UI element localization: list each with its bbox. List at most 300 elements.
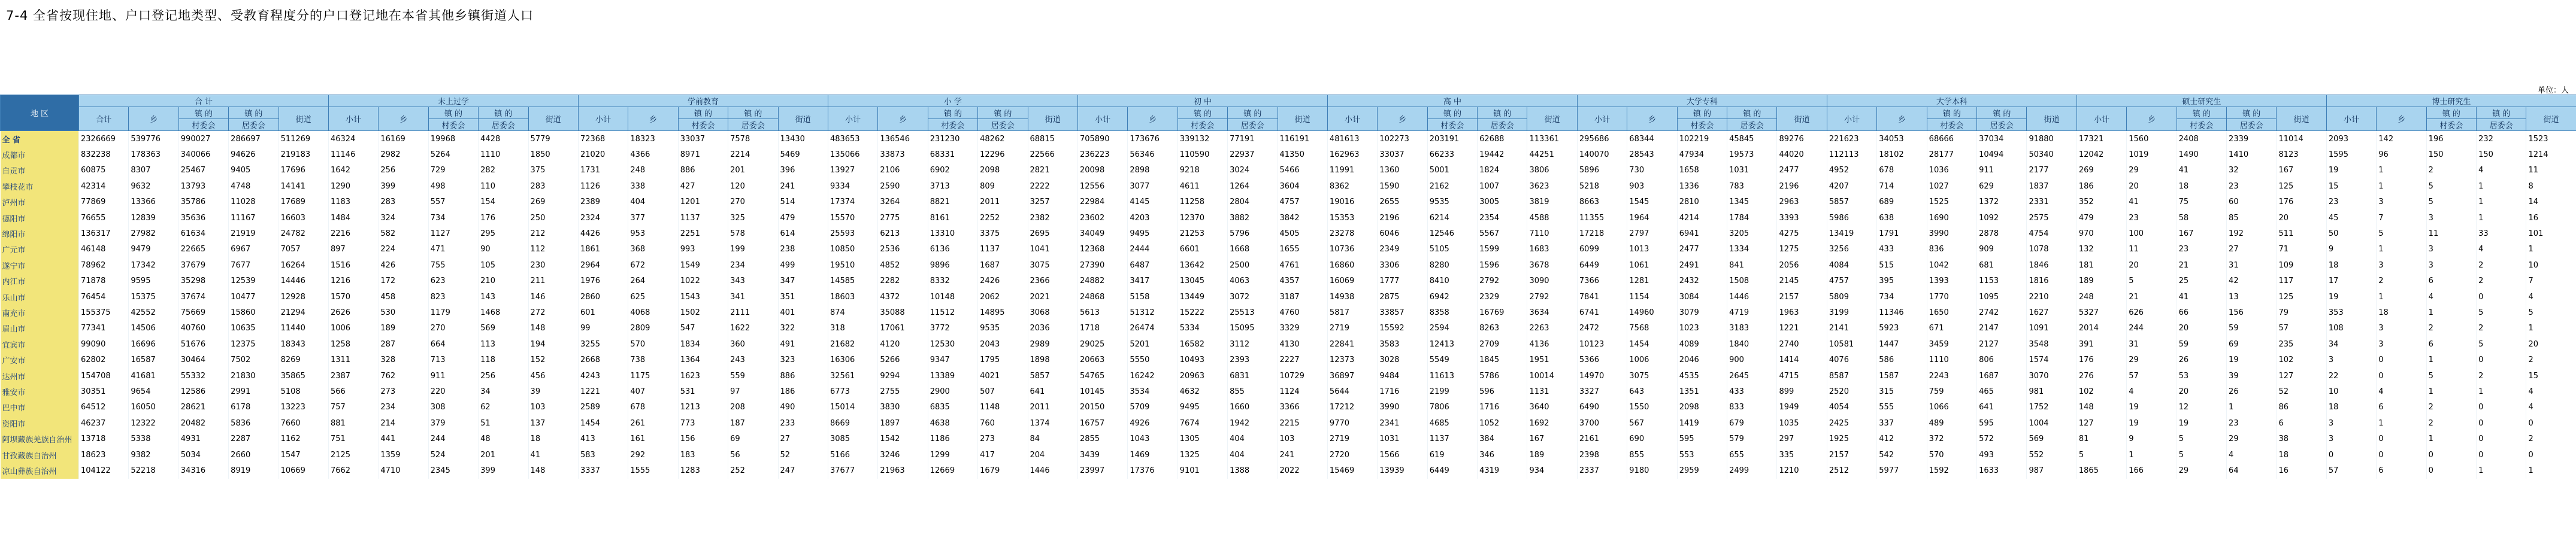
value-cell: 2326669 <box>79 131 129 147</box>
value-cell: 3634 <box>1527 305 1577 320</box>
value-cell: 1679 <box>978 463 1028 478</box>
value-cell: 413 <box>578 431 628 446</box>
value-cell: 39 <box>528 384 578 399</box>
value-cell: 401 <box>778 305 828 320</box>
value-cell: 855 <box>1228 384 1278 399</box>
value-cell: 60875 <box>79 163 129 178</box>
value-cell: 4319 <box>1478 463 1527 478</box>
value-cell: 16169 <box>379 131 428 147</box>
value-cell: 2 <box>2477 321 2526 336</box>
value-cell: 1221 <box>578 384 628 399</box>
value-cell: 295 <box>479 226 528 241</box>
value-cell: 162963 <box>1327 147 1377 162</box>
column-header: 街道 <box>1777 107 1827 131</box>
value-cell: 68666 <box>1927 131 1976 147</box>
value-cell: 113361 <box>1527 131 1577 147</box>
value-cell: 2878 <box>1977 226 2027 241</box>
value-cell: 137 <box>528 415 578 431</box>
value-cell: 2093 <box>2326 131 2376 147</box>
value-cell: 903 <box>1627 178 1677 194</box>
value-cell: 41350 <box>1278 147 1327 162</box>
value-cell: 1221 <box>1777 321 1827 336</box>
region-cell: 巴中市 <box>1 400 79 415</box>
value-cell: 231230 <box>928 131 977 147</box>
value-cell: 1036 <box>1927 163 1976 178</box>
value-cell: 32 <box>2227 163 2277 178</box>
value-cell: 102273 <box>1378 131 1427 147</box>
value-cell: 12370 <box>1177 210 1227 226</box>
value-cell: 99090 <box>79 336 129 352</box>
value-cell: 4214 <box>1677 210 1727 226</box>
value-cell: 689 <box>1877 194 1927 210</box>
value-cell: 108 <box>2326 321 2376 336</box>
value-cell: 34 <box>479 384 528 399</box>
value-cell: 325 <box>728 210 778 226</box>
value-cell: 2043 <box>978 336 1028 352</box>
value-cell: 34316 <box>178 463 228 478</box>
value-cell: 19 <box>2227 352 2277 367</box>
value-cell: 6 <box>2377 400 2426 415</box>
value-cell: 2387 <box>328 368 378 384</box>
value-cell: 142 <box>2377 131 2426 147</box>
value-cell: 11 <box>2526 163 2576 178</box>
value-cell: 3 <box>2426 210 2476 226</box>
value-cell: 372 <box>1927 431 1976 446</box>
value-cell: 3548 <box>2027 336 2076 352</box>
value-cell: 5644 <box>1327 384 1377 399</box>
value-cell: 9101 <box>1177 463 1227 478</box>
value-cell: 59 <box>2177 336 2226 352</box>
value-cell: 5 <box>2177 431 2226 446</box>
value-cell: 3 <box>2326 431 2376 446</box>
value-cell: 2339 <box>2227 131 2277 147</box>
value-cell: 841 <box>1727 257 1777 273</box>
value-cell: 4275 <box>1777 226 1827 241</box>
value-cell: 20 <box>2277 210 2326 226</box>
value-cell: 1850 <box>528 147 578 162</box>
value-cell: 20963 <box>1177 368 1227 384</box>
region-cell: 自贡市 <box>1 163 79 178</box>
region-cell: 内江市 <box>1 273 79 289</box>
value-cell: 9479 <box>129 242 178 257</box>
value-cell: 1592 <box>1927 463 1976 478</box>
table-row <box>1 305 2576 320</box>
value-cell: 1687 <box>978 257 1028 273</box>
value-cell: 34053 <box>1877 131 1927 147</box>
value-cell: 33873 <box>878 147 928 162</box>
value-cell: 5977 <box>1877 463 1927 478</box>
column-header: 乡 <box>1128 107 1177 131</box>
value-cell: 12928 <box>279 289 328 305</box>
value-cell: 855 <box>1627 447 1677 463</box>
value-cell: 1153 <box>1977 273 2027 289</box>
column-header: 小计 <box>2326 107 2376 131</box>
value-cell: 56346 <box>1128 147 1177 162</box>
value-cell: 9495 <box>1177 400 1227 415</box>
value-cell: 199 <box>728 242 778 257</box>
value-cell: 14970 <box>1577 368 1627 384</box>
column-header: 乡 <box>878 107 928 131</box>
region-cell: 乐山市 <box>1 289 79 305</box>
value-cell: 47934 <box>1677 147 1727 162</box>
value-cell: 4063 <box>1228 273 1278 289</box>
value-cell: 678 <box>1877 163 1927 178</box>
value-cell: 21682 <box>828 336 877 352</box>
value-cell: 2098 <box>978 163 1028 178</box>
value-cell: 125 <box>2277 289 2326 305</box>
value-cell: 1 <box>2377 415 2426 431</box>
region-cell: 攀枝花市 <box>1 178 79 194</box>
table-row <box>1 321 2576 336</box>
value-cell: 264 <box>628 273 678 289</box>
value-cell: 224 <box>379 242 428 257</box>
value-cell: 16306 <box>828 352 877 367</box>
value-cell: 3327 <box>1577 384 1627 399</box>
value-cell: 3077 <box>1128 178 1177 194</box>
value-cell: 33857 <box>1378 305 1427 320</box>
region-cell: 资阳市 <box>1 415 79 431</box>
value-cell: 3255 <box>578 336 628 352</box>
value-cell: 3990 <box>1378 400 1427 415</box>
value-cell: 19510 <box>828 257 877 273</box>
value-cell: 2444 <box>1128 242 1177 257</box>
value-cell: 69 <box>728 431 778 446</box>
column-header-line2: 居委会 <box>1228 119 1278 131</box>
value-cell: 1137 <box>678 210 728 226</box>
column-header: 镇 的 <box>678 107 728 119</box>
value-cell: 2337 <box>1577 463 1627 478</box>
value-cell: 2964 <box>578 257 628 273</box>
value-cell: 4588 <box>1527 210 1577 226</box>
value-cell: 13793 <box>178 178 228 194</box>
value-cell: 399 <box>379 178 428 194</box>
value-cell: 3068 <box>1028 305 1077 320</box>
value-cell: 235 <box>2277 336 2326 352</box>
value-cell: 2668 <box>578 352 628 367</box>
value-cell: 641 <box>1977 400 2027 415</box>
value-cell: 5923 <box>1877 321 1927 336</box>
value-cell: 738 <box>628 352 678 367</box>
value-cell: 3 <box>2326 352 2376 367</box>
value-cell: 4710 <box>379 463 428 478</box>
value-cell: 2821 <box>1028 163 1077 178</box>
value-cell: 18343 <box>279 336 328 352</box>
value-cell: 150 <box>2477 147 2526 162</box>
value-cell: 2282 <box>878 273 928 289</box>
value-cell: 2740 <box>1777 336 1827 352</box>
value-cell: 2331 <box>2027 194 2076 210</box>
value-cell: 1 <box>2526 242 2576 257</box>
value-cell: 1587 <box>1877 368 1927 384</box>
value-cell: 4130 <box>1278 336 1327 352</box>
value-cell: 4719 <box>1727 305 1777 320</box>
value-cell: 100 <box>2127 226 2177 241</box>
value-cell: 2214 <box>728 147 778 162</box>
group-header: 合 计 <box>79 95 329 107</box>
table-row <box>1 226 2576 241</box>
value-cell: 751 <box>328 431 378 446</box>
value-cell: 68815 <box>1028 131 1077 147</box>
value-cell: 37679 <box>178 257 228 273</box>
value-cell: 273 <box>379 384 428 399</box>
value-cell: 42314 <box>79 178 129 194</box>
value-cell: 583 <box>578 447 628 463</box>
value-cell: 8362 <box>1327 178 1377 194</box>
value-cell: 23 <box>2177 242 2226 257</box>
value-cell: 3772 <box>928 321 977 336</box>
value-cell: 2329 <box>1478 289 1527 305</box>
value-cell: 19 <box>2326 289 2376 305</box>
value-cell: 2022 <box>1278 463 1327 478</box>
value-cell: 404 <box>1228 447 1278 463</box>
value-cell: 713 <box>428 352 478 367</box>
value-cell: 13642 <box>1177 257 1227 273</box>
value-cell: 1 <box>2227 400 2277 415</box>
value-cell: 3337 <box>578 463 628 478</box>
value-cell: 524 <box>428 447 478 463</box>
value-cell: 2477 <box>1677 242 1727 257</box>
value-cell: 7578 <box>728 131 778 147</box>
value-cell: 8123 <box>2277 147 2326 162</box>
value-cell: 1687 <box>1977 368 2027 384</box>
region-cell: 遂宁市 <box>1 257 79 273</box>
value-cell: 51 <box>479 415 528 431</box>
value-cell: 395 <box>1877 273 1927 289</box>
value-cell: 41 <box>528 447 578 463</box>
value-cell: 427 <box>678 178 728 194</box>
value-cell: 13310 <box>928 226 977 241</box>
value-cell: 5 <box>2076 447 2126 463</box>
value-cell: 4366 <box>628 147 678 162</box>
value-cell: 1596 <box>1478 257 1527 273</box>
value-cell: 567 <box>1627 415 1677 431</box>
value-cell: 247 <box>778 463 828 478</box>
value-cell: 759 <box>1927 384 1976 399</box>
column-header: 镇 的 <box>2426 107 2476 119</box>
value-cell: 136546 <box>878 131 928 147</box>
value-cell: 25593 <box>828 226 877 241</box>
value-cell: 11 <box>2127 242 2177 257</box>
value-cell: 511269 <box>279 131 328 147</box>
value-cell: 2062 <box>978 289 1028 305</box>
value-cell: 32561 <box>828 368 877 384</box>
value-cell: 1275 <box>1777 242 1827 257</box>
value-cell: 2324 <box>578 210 628 226</box>
value-cell: 2157 <box>1777 289 1827 305</box>
value-cell: 2898 <box>1128 163 1177 178</box>
value-cell: 4760 <box>1278 305 1327 320</box>
value-cell: 12373 <box>1327 352 1377 367</box>
value-cell: 16050 <box>129 400 178 415</box>
value-cell: 33037 <box>678 131 728 147</box>
value-cell: 54765 <box>1077 368 1127 384</box>
value-cell: 12839 <box>129 210 178 226</box>
value-cell: 192 <box>2227 226 2277 241</box>
value-cell: 250 <box>528 210 578 226</box>
value-cell: 2398 <box>1577 447 1627 463</box>
value-cell: 50340 <box>2027 147 2076 162</box>
value-cell: 297 <box>1777 431 1827 446</box>
value-cell: 833 <box>1727 400 1777 415</box>
value-cell: 22841 <box>1327 336 1377 352</box>
region-cell: 宜宾市 <box>1 336 79 352</box>
value-cell: 4505 <box>1278 226 1327 241</box>
value-cell: 27 <box>2227 242 2277 257</box>
value-cell: 2477 <box>1777 163 1827 178</box>
value-cell: 3366 <box>1278 400 1327 415</box>
group-header: 大学本科 <box>1827 95 2076 107</box>
group-header: 小 学 <box>828 95 1077 107</box>
column-header: 小计 <box>1077 107 1127 131</box>
value-cell: 156 <box>2227 305 2277 320</box>
value-cell: 2500 <box>1228 257 1278 273</box>
value-cell: 1110 <box>479 147 528 162</box>
value-cell: 5218 <box>1577 178 1627 194</box>
value-cell: 809 <box>978 178 1028 194</box>
value-cell: 23 <box>2326 194 2376 210</box>
value-cell: 2472 <box>1577 321 1627 336</box>
value-cell: 1092 <box>1977 210 2027 226</box>
value-cell: 11346 <box>1877 305 1927 320</box>
value-cell: 9 <box>2127 431 2177 446</box>
value-cell: 1007 <box>1478 178 1527 194</box>
value-cell: 99 <box>578 321 628 336</box>
value-cell: 2809 <box>628 321 678 336</box>
value-cell: 178363 <box>129 147 178 162</box>
value-cell: 315 <box>1877 384 1927 399</box>
value-cell: 2222 <box>1028 178 1077 194</box>
value-cell: 379 <box>428 415 478 431</box>
value-cell: 638 <box>1877 210 1927 226</box>
value-cell: 897 <box>328 242 378 257</box>
value-cell: 208 <box>728 400 778 415</box>
value-cell: 252 <box>728 463 778 478</box>
value-cell: 614 <box>778 226 828 241</box>
value-cell: 2432 <box>1677 273 1727 289</box>
value-cell: 10736 <box>1327 242 1377 257</box>
value-cell: 136317 <box>79 226 129 241</box>
value-cell: 13419 <box>1827 226 1876 241</box>
value-cell: 4021 <box>978 368 1028 384</box>
value-cell: 412 <box>1877 431 1927 446</box>
value-cell: 5550 <box>1128 352 1177 367</box>
value-cell: 3417 <box>1128 273 1177 289</box>
value-cell: 3623 <box>1527 178 1577 194</box>
column-header: 镇 的 <box>229 107 279 119</box>
value-cell: 110 <box>479 178 528 194</box>
value-cell: 17218 <box>1577 226 1627 241</box>
value-cell: 3072 <box>1228 289 1278 305</box>
value-cell: 56 <box>728 447 778 463</box>
value-cell: 51676 <box>178 336 228 352</box>
value-cell: 729 <box>428 163 478 178</box>
value-cell: 244 <box>428 431 478 446</box>
value-cell: 4120 <box>878 336 928 352</box>
value-cell: 167 <box>1527 431 1577 446</box>
value-cell: 7674 <box>1177 415 1227 431</box>
value-cell: 12368 <box>1077 242 1127 257</box>
value-cell: 25467 <box>178 163 228 178</box>
value-cell: 570 <box>628 336 678 352</box>
value-cell: 2408 <box>2177 131 2226 147</box>
value-cell: 13366 <box>129 194 178 210</box>
value-cell: 6 <box>2426 273 2476 289</box>
value-cell: 14446 <box>279 273 328 289</box>
value-cell: 1311 <box>328 352 378 367</box>
column-header: 镇 的 <box>479 107 528 119</box>
value-cell: 539776 <box>129 131 178 147</box>
column-header: 小计 <box>328 107 378 131</box>
value-cell: 66233 <box>1427 147 1477 162</box>
value-cell: 2536 <box>878 242 928 257</box>
column-header-line2: 居委会 <box>978 119 1028 131</box>
value-cell: 479 <box>2076 210 2126 226</box>
value-cell: 514 <box>778 194 828 210</box>
value-cell: 34049 <box>1077 226 1127 241</box>
column-header-line2: 居委会 <box>1478 119 1527 131</box>
value-cell: 1325 <box>1177 447 1227 463</box>
value-cell: 755 <box>428 257 478 273</box>
value-cell: 8 <box>2526 178 2576 194</box>
value-cell: 1542 <box>878 431 928 446</box>
value-cell: 8263 <box>1478 321 1527 336</box>
value-cell: 433 <box>1877 242 1927 257</box>
value-cell: 10145 <box>1077 384 1127 399</box>
value-cell: 1410 <box>2227 147 2277 162</box>
value-cell: 1359 <box>379 447 428 463</box>
value-cell: 623 <box>428 273 478 289</box>
value-cell: 19968 <box>428 131 478 147</box>
value-cell: 256 <box>379 163 428 178</box>
value-cell: 20 <box>2177 321 2226 336</box>
value-cell: 81 <box>2076 431 2126 446</box>
value-cell: 127 <box>2277 368 2326 384</box>
value-cell: 132 <box>2076 242 2126 257</box>
column-header: 镇 的 <box>2477 107 2526 119</box>
value-cell: 1655 <box>1278 242 1327 257</box>
value-cell: 20 <box>2526 336 2576 352</box>
value-cell: 30464 <box>178 352 228 367</box>
value-cell: 5796 <box>1228 226 1278 241</box>
value-cell: 14938 <box>1327 289 1377 305</box>
value-cell: 13045 <box>1177 273 1227 289</box>
value-cell: 11355 <box>1577 210 1627 226</box>
value-cell: 3 <box>2426 242 2476 257</box>
value-cell: 167 <box>2277 163 2326 178</box>
value-cell: 23 <box>2127 210 2177 226</box>
value-cell: 1964 <box>1627 210 1677 226</box>
group-header: 学前教育 <box>578 95 828 107</box>
value-cell: 5779 <box>528 131 578 147</box>
value-cell: 3819 <box>1527 194 1577 210</box>
value-cell: 5466 <box>1278 163 1327 178</box>
value-cell: 993 <box>678 242 728 257</box>
value-cell: 201 <box>728 163 778 178</box>
value-cell: 2287 <box>229 431 279 446</box>
column-header: 乡 <box>1877 107 1927 131</box>
column-header: 镇 的 <box>1177 107 1227 119</box>
value-cell: 4243 <box>578 368 628 384</box>
value-cell: 18 <box>2377 305 2426 320</box>
value-cell: 2157 <box>1827 447 1876 463</box>
value-cell: 51312 <box>1128 305 1177 320</box>
value-cell: 4207 <box>1827 178 1876 194</box>
value-cell: 3583 <box>1378 336 1427 352</box>
value-cell: 14960 <box>1627 305 1677 320</box>
column-header: 镇 的 <box>2177 107 2226 119</box>
value-cell: 78962 <box>79 257 129 273</box>
value-cell: 1213 <box>678 400 728 415</box>
